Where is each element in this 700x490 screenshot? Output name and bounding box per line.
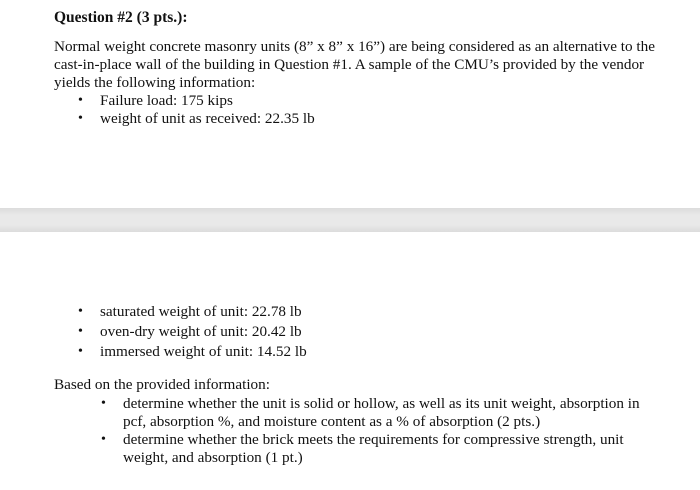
item-text: saturated weight of unit: 22.78 lb — [100, 303, 302, 320]
task-list — [101, 395, 661, 467]
list-item — [78, 110, 315, 128]
list-item — [78, 343, 307, 361]
bullet-icon: • — [78, 111, 83, 126]
item-text: weight of unit as received: 22.35 lb — [100, 110, 315, 127]
task-text: determine whether the unit is solid or hollow, as well as its unit weight, absorption in pcf, absorption %, and moisture content as a % of absorption (2 pts.) — [123, 395, 640, 430]
bullet-icon: • — [78, 344, 83, 359]
bullet-icon: • — [78, 93, 83, 108]
list-item — [78, 303, 307, 321]
given-data-list-1 — [78, 92, 315, 128]
question-intro: Normal weight concrete masonry units (8” x 8” x 16”) are being considered as an alternative to the cast-in-place wall of the building in Question #1. A sample of the CMU’s provided by the vendor yields the following information: — [54, 38, 655, 91]
item-text: oven-dry weight of unit: 20.42 lb — [100, 323, 302, 340]
based-on-text: Based on the provided information: — [54, 376, 270, 393]
page-top — [0, 0, 700, 208]
bullet-icon: • — [101, 432, 106, 447]
list-item — [78, 323, 307, 341]
list-item — [101, 431, 661, 467]
page-separator — [0, 208, 700, 232]
bullet-icon: • — [101, 396, 106, 411]
bullet-icon: • — [78, 304, 83, 319]
item-text: immersed weight of unit: 14.52 lb — [100, 343, 307, 360]
question-heading: Question #2 (3 pts.): — [54, 9, 188, 26]
item-text: Failure load: 175 kips — [100, 92, 233, 109]
list-item — [78, 92, 315, 110]
given-data-list-2 — [78, 303, 307, 363]
bullet-icon: • — [78, 324, 83, 339]
task-text: determine whether the brick meets the requirements for compressive strength, unit weight, and absorption (1 pt.) — [123, 431, 624, 466]
list-item — [101, 395, 661, 431]
